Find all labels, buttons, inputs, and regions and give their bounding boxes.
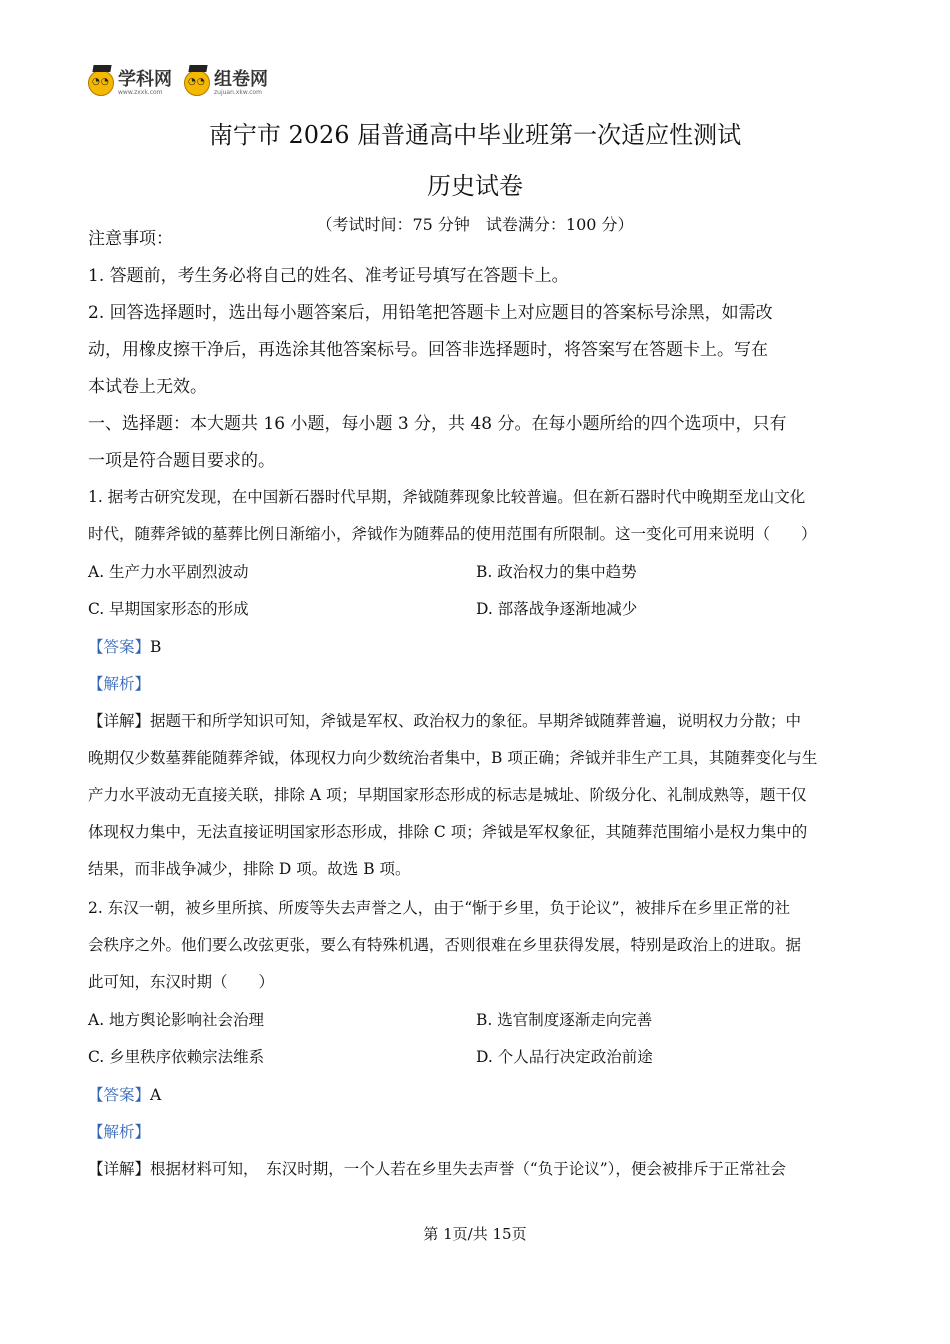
q2-detail-line-1 — [88, 1157, 786, 1179]
logo-xueke[interactable] — [88, 70, 172, 96]
q1-stem-line-1: 1. 据考古研究发现，在中国新石器时代早期，斧钺随葬现象比较普遍。但在新石器时代中晚期至龙山文化 — [88, 488, 806, 506]
q1-analysis-label: 【解析】 — [88, 675, 151, 693]
mascot-icon — [184, 70, 210, 96]
section-heading-line-1: 一、选择题：本大题共 16 小题，每小题 3 分，共 48 分。在每小题所给的四个选项中，只有 — [88, 414, 787, 434]
section-heading-line-2: 一项是符合题目要求的。 — [88, 451, 275, 471]
exam-info: （考试时间：75 分钟 试卷满分：100 分） — [316, 215, 634, 234]
q2-option-b: B. 选官制度逐渐走向完善 — [476, 1011, 653, 1029]
answer-label: 【答案】 — [88, 638, 151, 656]
detail-text: 据题干和所学知识可知，斧钺是军权、政治权力的象征。早期斧钺随葬普遍，说明权力分散；中 — [150, 712, 802, 730]
detail-label: 【详解】 — [88, 712, 151, 730]
logo-url: www.zxxk.com — [118, 88, 163, 96]
exam-subject: 历史试卷 — [427, 172, 523, 200]
logo-name: 组卷网 — [214, 68, 268, 90]
q1-option-b: B. 政治权力的集中趋势 — [476, 563, 637, 581]
q1-option-a: A. 生产力水平剧烈波动 — [88, 563, 249, 581]
logo-name: 学科网 — [118, 68, 172, 90]
q2-option-a: A. 地方舆论影响社会治理 — [88, 1011, 265, 1029]
q2-option-d: D. 个人品行决定政治前途 — [476, 1048, 653, 1066]
q1-option-d: D. 部落战争逐渐地减少 — [476, 600, 638, 618]
detail-text: 根据材料可知， 东汉时期，一个人若在乡里失去声誉（“负于论议”），便会被排斥于正常社会 — [150, 1160, 786, 1178]
notice-item-2-line-2: 动，用橡皮擦干净后，再选涂其他答案标号。回答非选择题时，将答案写在答题卡上。写在 — [88, 340, 768, 360]
mascot-icon — [88, 70, 114, 96]
q2-answer — [88, 1083, 161, 1105]
notice-item-2-line-1: 2. 回答选择题时，选出每小题答案后，用铅笔把答题卡上对应题目的答案标号涂黑，如需改 — [88, 303, 773, 323]
q1-answer — [88, 635, 161, 657]
q1-detail-line-2: 晚期仅少数墓葬能随葬斧钺，体现权力向少数统治者集中，B 项正确；斧钺并非生产工具，其随葬变化与生 — [88, 749, 818, 767]
answer-value: A — [150, 1086, 162, 1104]
page-number: 第 1页/共 15页 — [423, 1225, 527, 1243]
exam-title: 南宁市 2026 届普通高中毕业班第一次适应性测试 — [208, 121, 742, 149]
logo-zujuan[interactable] — [184, 70, 268, 96]
q2-stem-line-2: 会秩序之外。他们要么改弦更张，要么有特殊机遇，否则很难在乡里获得发展，特别是政治上的进取。据 — [88, 936, 802, 954]
logo-bar — [88, 70, 280, 96]
logo-url: zujuan.xkw.com — [214, 88, 262, 96]
q1-detail-line-1 — [88, 709, 801, 731]
q1-option-c: C. 早期国家形态的形成 — [88, 600, 249, 618]
q2-option-c: C. 乡里秩序依赖宗法维系 — [88, 1048, 265, 1066]
detail-label: 【详解】 — [88, 1160, 151, 1178]
notice-heading: 注意事项： — [88, 229, 173, 249]
answer-value: B — [150, 638, 162, 656]
notice-item-1: 1. 答题前，考生务必将自己的姓名、准考证号填写在答题卡上。 — [88, 266, 569, 286]
q2-stem-line-1: 2. 东汉一朝，被乡里所摈、所废等失去声誉之人，由于“惭于乡里，负于论议”，被排斥在乡里正常的社 — [88, 899, 791, 917]
notice-item-2-line-3: 本试卷上无效。 — [88, 377, 207, 397]
answer-label: 【答案】 — [88, 1086, 151, 1104]
q2-stem-line-3: 此可知，东汉时期（ ） — [88, 973, 275, 991]
q1-detail-line-5: 结果，而非战争减少，排除 D 项。故选 B 项。 — [88, 860, 411, 878]
q1-detail-line-4: 体现权力集中，无法直接证明国家形态形成，排除 C 项；斧钺是军权象征，其随葬范围缩小是权力集中的 — [88, 823, 808, 841]
q1-stem-line-2: 时代，随葬斧钺的墓葬比例日渐缩小，斧钺作为随葬品的使用范围有所限制。这一变化可用来说明（ ） — [88, 525, 817, 543]
q1-detail-line-3: 产力水平波动无直接关联，排除 A 项；早期国家形态形成的标志是城址、阶级分化、礼制成熟等，题干仅 — [88, 786, 807, 804]
q2-analysis-label: 【解析】 — [88, 1123, 151, 1141]
